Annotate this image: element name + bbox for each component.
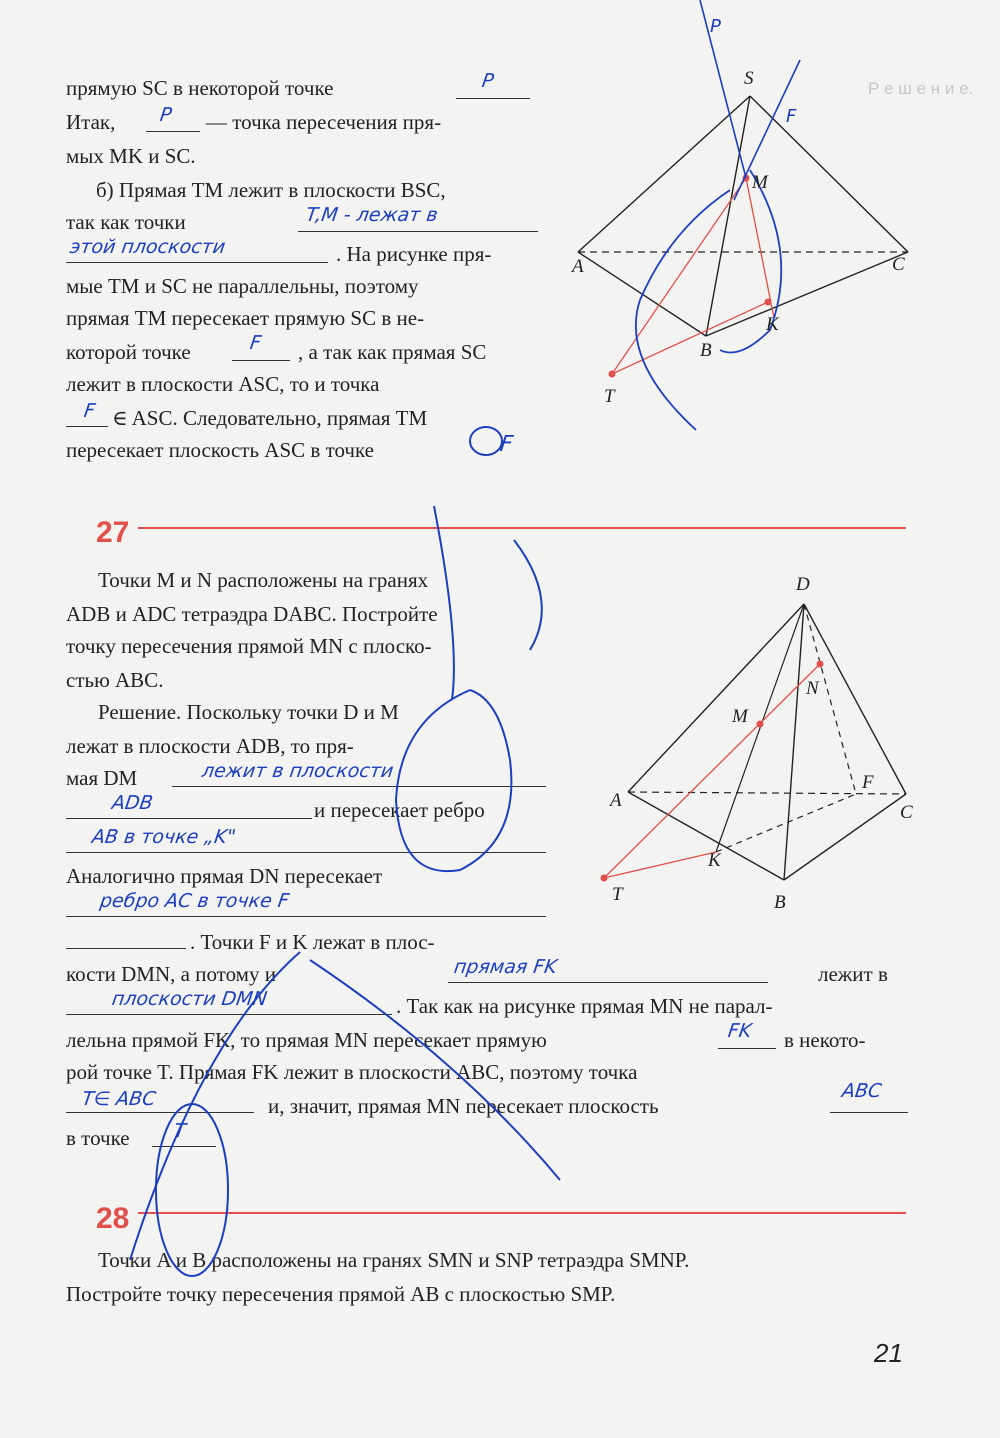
exercise-number: 27 bbox=[96, 516, 130, 549]
solution-text: в точке bbox=[66, 1126, 130, 1150]
text-line: мых MK и SC. bbox=[66, 144, 196, 168]
label-s: S bbox=[744, 68, 754, 89]
handwritten-answer: F bbox=[248, 332, 263, 354]
solution-text: . Так как на рисунке прямая MN не парал- bbox=[396, 994, 773, 1018]
label-k: K bbox=[766, 314, 779, 335]
label-c: C bbox=[900, 802, 913, 823]
label-k: K bbox=[708, 850, 721, 871]
label-m: M bbox=[752, 172, 768, 193]
text-line: ∈ ASC. Следовательно, прямая TM bbox=[112, 406, 428, 430]
task-text: Точки M и N расположены на гранях bbox=[98, 568, 429, 592]
handwritten-answer: ABC bbox=[840, 1080, 883, 1102]
task-text: Точки A и B расположены на гранях SMN и SNP тетраэдра SMNP. bbox=[98, 1248, 690, 1272]
label-t: T bbox=[604, 386, 615, 407]
handwritten-answer: T,M - лежат в bbox=[304, 204, 440, 226]
label-t: T bbox=[612, 884, 623, 905]
text-line: которой точке bbox=[66, 340, 191, 364]
solution-text: лельна прямой FK, то прямая MN пересекает прямую bbox=[66, 1028, 547, 1052]
pen-scribbles bbox=[130, 427, 560, 1276]
text-line: прямую SC в некоторой точке bbox=[66, 76, 334, 100]
solution-text: лежит в bbox=[818, 962, 888, 986]
solution-text: и пересекает ребро bbox=[314, 798, 485, 822]
solution-text: лежат в плоскости ADB, то пря- bbox=[66, 734, 354, 758]
text-line: б) Прямая TM лежит в плоскости BSC, bbox=[96, 178, 446, 202]
task-text: Постройте точку пересечения прямой AB с плоскостью SMP. bbox=[66, 1282, 616, 1306]
handwritten-label-f: F bbox=[786, 106, 797, 127]
text-line: так как точки bbox=[66, 210, 186, 234]
text-line: — точка пересечения пря- bbox=[206, 110, 442, 134]
text-line: Итак, bbox=[66, 110, 116, 134]
text-line: , а так как прямая SC bbox=[298, 340, 487, 364]
solution-text: мая DM bbox=[66, 766, 138, 790]
handwritten-answer: T∈ ABC bbox=[80, 1088, 158, 1110]
label-m: M bbox=[732, 706, 748, 727]
handwritten-answer: F bbox=[498, 432, 515, 457]
solution-text: кости DMN, а потому и bbox=[66, 962, 276, 986]
label-c: C bbox=[892, 254, 905, 275]
handwritten-answer: P bbox=[480, 70, 496, 92]
task-text: ADB и ADC тетраэдра DABC. Постройте bbox=[66, 602, 438, 626]
figure-pyramid-sabc bbox=[570, 0, 908, 430]
handwritten-answer: T bbox=[172, 1120, 188, 1142]
handwritten-answer: FK bbox=[726, 1020, 754, 1042]
text-line: пересекает плоскость ASC в точке bbox=[66, 438, 374, 462]
task-text: точку пересечения прямой MN с плоско- bbox=[66, 634, 432, 658]
solution-text: рой точке T. Прямая FK лежит в плоскости ABC, поэтому точка bbox=[66, 1060, 638, 1084]
figure-tetrahedron-dabc bbox=[601, 574, 914, 913]
label-f: F bbox=[862, 772, 874, 793]
handwritten-answer: F bbox=[82, 400, 97, 422]
handwritten-answer: этой плоскости bbox=[68, 236, 227, 258]
label-a: A bbox=[610, 790, 622, 811]
solution-text: в некото- bbox=[784, 1028, 866, 1052]
handwritten-answer: P bbox=[158, 104, 174, 126]
handwritten-answer: ребро AC в точке F bbox=[98, 890, 291, 912]
handwritten-answer: ADB bbox=[110, 792, 155, 814]
handwritten-answer: прямая FK bbox=[452, 956, 559, 978]
handwritten-answer: плоскости DMN bbox=[110, 988, 269, 1010]
text-line: мые TM и SC не параллельны, поэтому bbox=[66, 274, 419, 298]
label-n: N bbox=[806, 678, 819, 699]
label-b: B bbox=[774, 892, 786, 913]
task-text: стью ABC. bbox=[66, 668, 164, 692]
solution-text: Решение. Поскольку точки D и M bbox=[98, 700, 399, 724]
label-d: D bbox=[796, 574, 810, 595]
text-line: лежит в плоскости ASC, то и точка bbox=[66, 372, 380, 396]
text-line: прямая TM пересекает прямую SC в не- bbox=[66, 306, 425, 330]
solution-text: и, значит, прямая MN пересекает плоскость bbox=[268, 1094, 659, 1118]
handwritten-label-p: P bbox=[710, 16, 721, 37]
bleed-through-text: Р е ш е н и е. bbox=[868, 79, 974, 98]
label-a: A bbox=[572, 256, 584, 277]
text-line: . На рисунке пря- bbox=[336, 242, 492, 266]
exercise-number: 28 bbox=[96, 1202, 130, 1235]
label-b: B bbox=[700, 340, 712, 361]
solution-text: . Точки F и K лежат в плос- bbox=[190, 930, 435, 954]
handwritten-answer: AB в точке „K" bbox=[90, 826, 238, 848]
solution-text: Аналогично прямая DN пересекает bbox=[66, 864, 383, 888]
handwritten-answer: лежит в плоскости bbox=[200, 760, 395, 782]
page-number: 21 bbox=[874, 1338, 903, 1368]
